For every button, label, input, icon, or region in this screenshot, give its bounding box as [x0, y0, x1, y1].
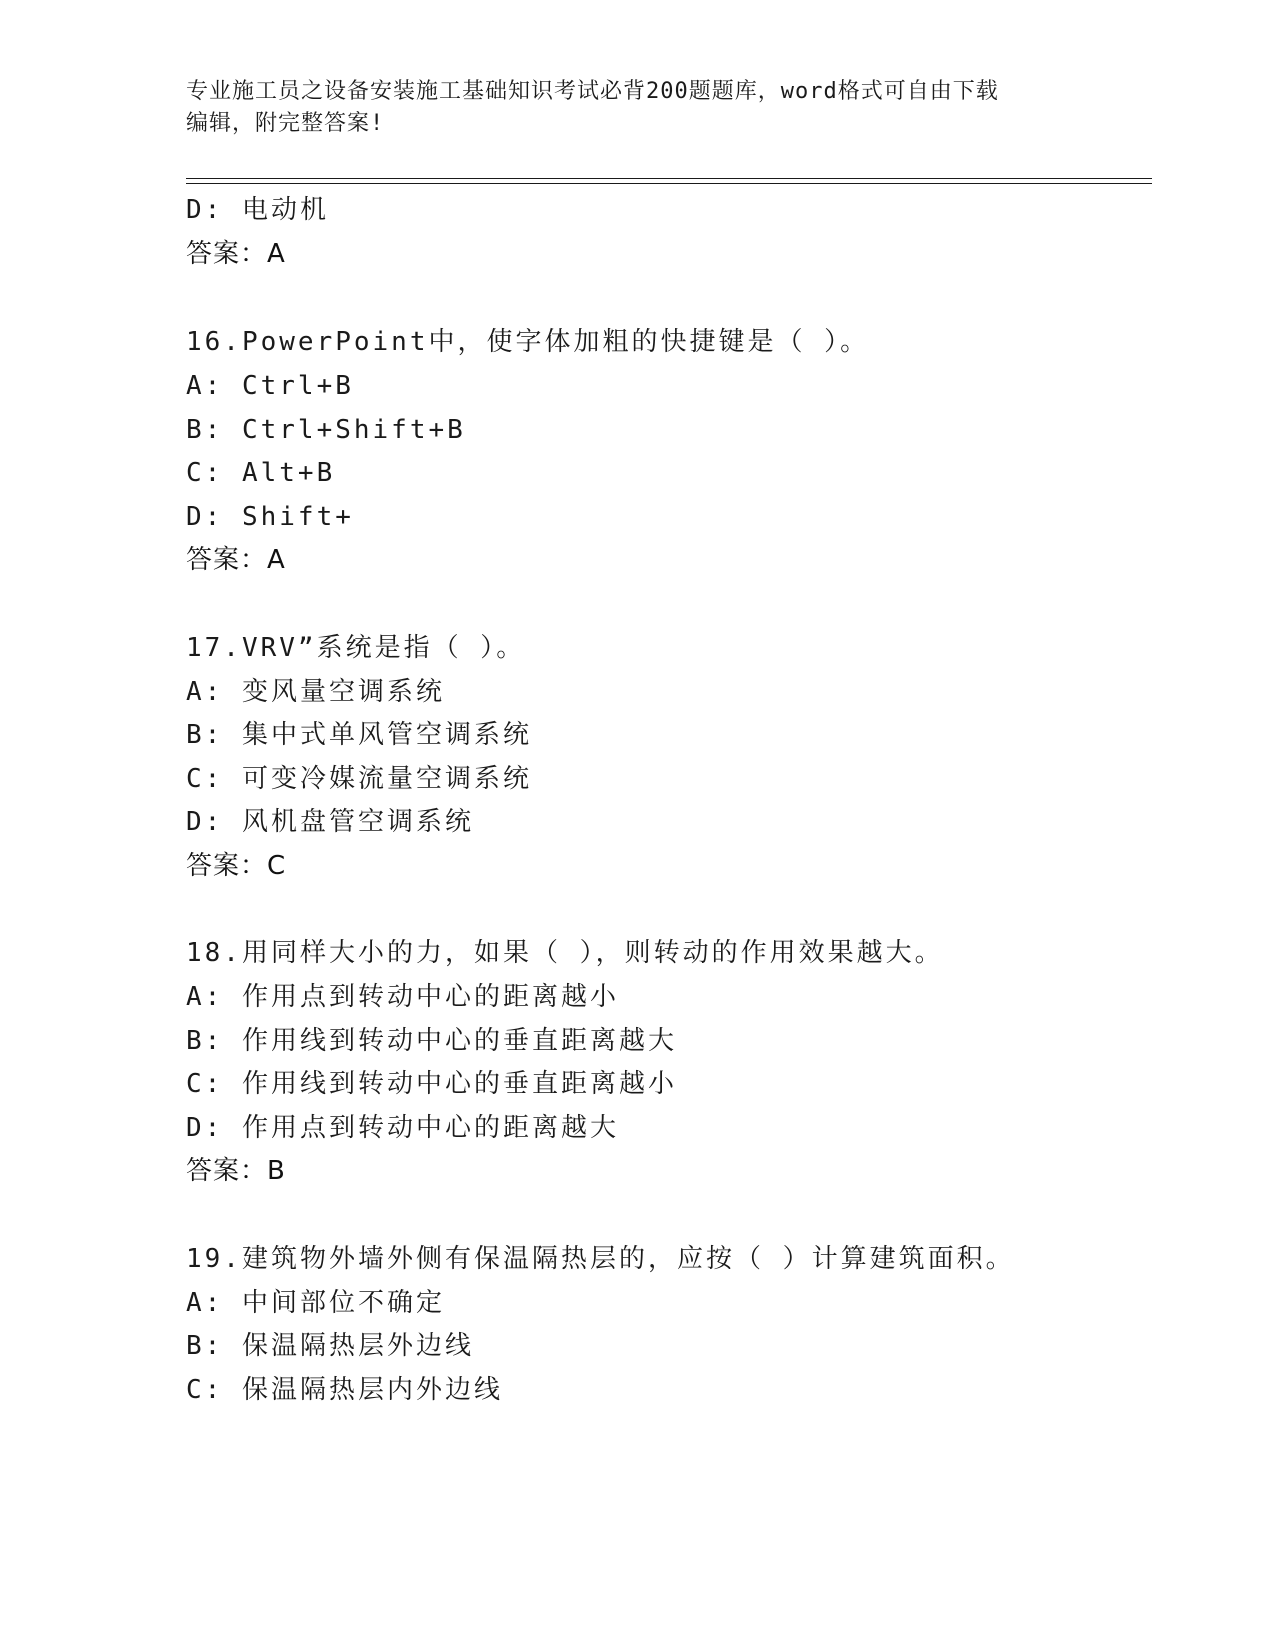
q17-option-c: C: 可变冷媒流量空调系统: [186, 764, 532, 794]
q16-stem: 16.PowerPoint中，使字体加粗的快捷键是（ ）。: [186, 327, 870, 357]
q18-option-b: B: 作用线到转动中心的垂直距离越大: [186, 1026, 677, 1056]
header-title-line-2: 编辑，附完整答案!: [186, 111, 385, 136]
q17-option-d: D: 风机盘管空调系统: [186, 807, 474, 837]
q18-stem: 18.用同样大小的力，如果（ ），则转动的作用效果越大。: [186, 938, 944, 968]
q19-option-a: A: 中间部位不确定: [186, 1288, 445, 1318]
q17-stem: 17.VRV”系统是指（ ）。: [186, 633, 526, 663]
q15-option-d: D: 电动机: [186, 195, 329, 225]
q16-option-c: C: Alt+B: [186, 458, 336, 488]
q19-option-b: B: 保温隔热层外边线: [186, 1331, 474, 1361]
q17-answer: 答案：C: [186, 851, 287, 881]
q18-answer: 答案：B: [186, 1156, 286, 1186]
q16-option-a: A: Ctrl+B: [186, 371, 354, 401]
header-title-line-1: 专业施工员之设备安装施工基础知识考试必背200题题库，word格式可自由下载: [186, 79, 999, 104]
q17-option-a: A: 变风量空调系统: [186, 677, 445, 707]
q16-answer: 答案：A: [186, 545, 286, 575]
q16-option-b: B: Ctrl+Shift+B: [186, 415, 466, 445]
document-header: [186, 76, 1086, 140]
q18-option-d: D: 作用点到转动中心的距离越大: [186, 1113, 619, 1143]
q17-option-b: B: 集中式单风管空调系统: [186, 720, 532, 750]
q16-option-d: D: Shift+: [186, 502, 354, 532]
q19-option-c: C: 保温隔热层内外边线: [186, 1375, 503, 1405]
q18-option-c: C: 作用线到转动中心的垂直距离越小: [186, 1069, 677, 1099]
q18-option-a: A: 作用点到转动中心的距离越小: [186, 982, 619, 1012]
header-divider-top: [186, 178, 1152, 179]
q19-stem: 19.建筑物外墙外侧有保温隔热层的，应按（ ）计算建筑面积。: [186, 1244, 1015, 1274]
header-divider-bottom: [186, 183, 1152, 184]
q15-answer: 答案：A: [186, 239, 286, 269]
